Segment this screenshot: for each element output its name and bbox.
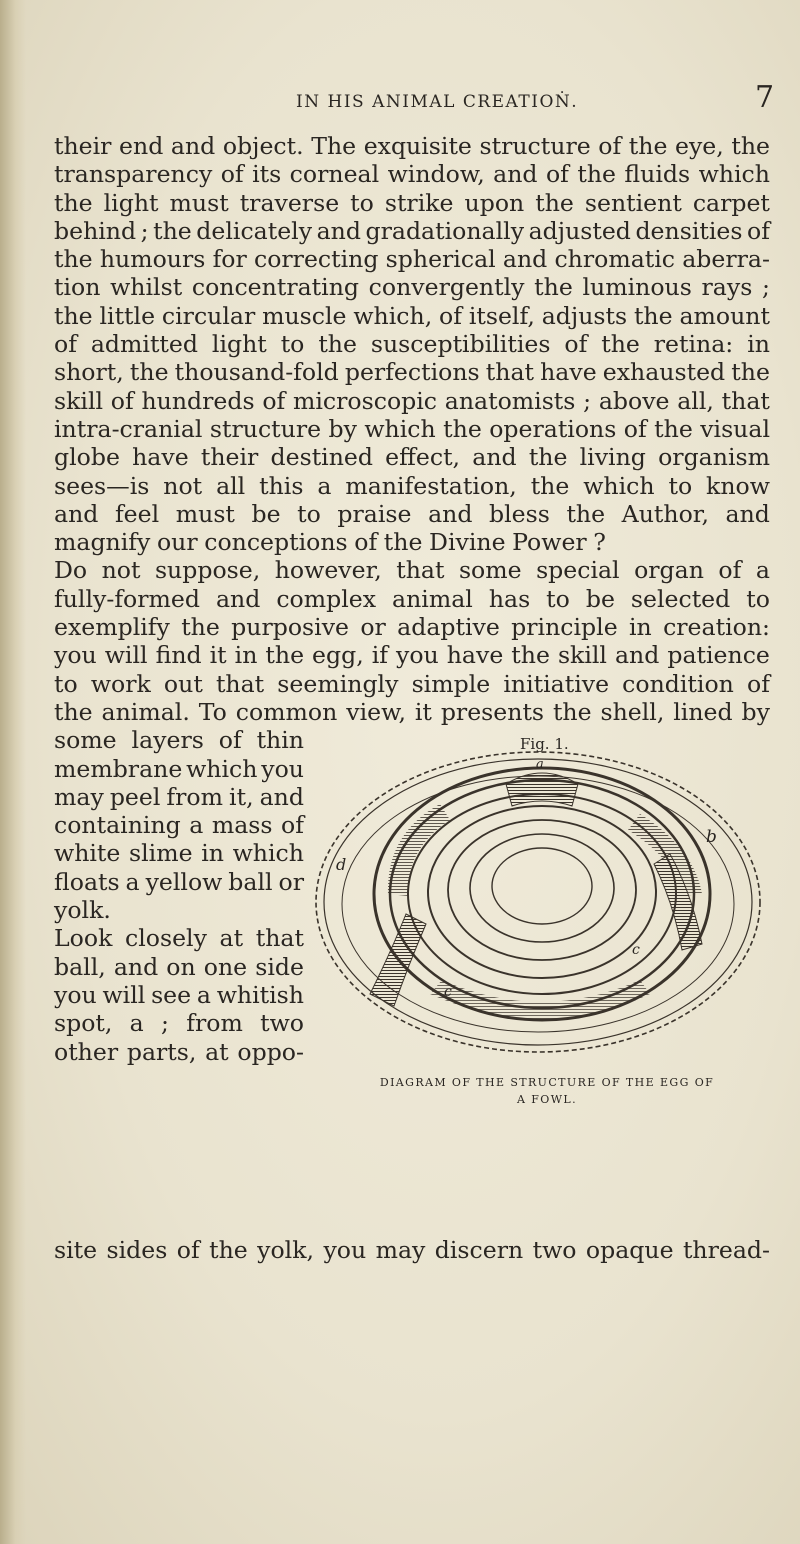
text-line: the animal. To common view, it presents the shell, lined by: [54, 697, 770, 726]
text-line: Look closely at that: [54, 924, 304, 953]
figure-egg-diagram: [310, 726, 770, 1235]
text-line: sees—is not all this a manifestation, the which to know: [54, 471, 770, 500]
text-line: skill of hundreds of microscopic anatomists ; above all, that: [54, 386, 770, 415]
paragraph-egg: [54, 556, 770, 726]
text-line: to work out that seemingly simple initiative condition of: [54, 669, 770, 698]
text-line: the little circular muscle which, of itself, adjusts the amount: [54, 301, 770, 330]
figure-caption: [324, 1074, 770, 1108]
text-line: spot, a ; from two: [54, 1009, 304, 1038]
text-line: yolk.: [54, 896, 111, 925]
yolk-hatching-bottom: [430, 980, 650, 1019]
text-line: magnify our conceptions of the Divine Power ?: [54, 528, 606, 557]
text-line: and feel must be to praise and bless the Author, and: [54, 499, 770, 528]
letter-c-right: c: [632, 942, 640, 959]
figure-label: Fig. 1.: [520, 735, 569, 754]
text-line: globe have their destined effect, and the living organism: [54, 443, 770, 472]
figure-caption-line-1: DIAGRAM OF THE STRUCTURE OF THE EGG OF: [379, 1076, 715, 1090]
text-line: short, the thousand-fold perfections that have exhausted the: [54, 358, 770, 387]
text-line: may peel from it, and: [54, 782, 304, 811]
text-line: exemplify the purposive or adaptive principle in creation:: [54, 613, 770, 642]
wrapped-text-column: [54, 726, 304, 1066]
egg-diagram-illustration: [310, 744, 770, 1064]
page-number: 7: [755, 80, 775, 115]
text-line: of admitted light to the susceptibilities of the retina: in: [54, 330, 770, 359]
text-line: tion whilst concentrating convergently the luminous rays ;: [54, 273, 770, 302]
text-line: floats a yellow ball or: [54, 867, 304, 896]
running-head: IN HIS ANIMAL CREATIOṄ.: [296, 92, 579, 112]
text-line: behind ; the delicately and gradationally adjusted densities of: [54, 216, 770, 245]
text-line: transparency of its corneal window, and of the fluids which: [54, 160, 770, 189]
letter-b: b: [706, 827, 717, 848]
text-line: intra-cranial structure by which the operations of the visual: [54, 414, 770, 443]
letter-c-left: c: [444, 984, 452, 1001]
text-line: white slime in which: [54, 839, 304, 868]
letter-d: d: [336, 855, 347, 875]
page-header: [0, 80, 800, 120]
text-line: Do not suppose, however, that some special organ of a: [54, 556, 770, 585]
text-line: some layers of thin: [54, 726, 304, 755]
text-line-final: site sides of the yolk, you may discern two opaque thread-: [54, 1235, 770, 1264]
text-line: membrane which you: [54, 754, 304, 783]
figure-caption-line-2: A FOWL.: [517, 1093, 577, 1107]
text-line: containing a mass of: [54, 811, 304, 840]
text-line: their end and object. The exquisite structure of the eye, the: [54, 132, 770, 160]
letter-a: a: [536, 757, 544, 773]
text-line: the humours for correcting spherical and chromatic aberra-: [54, 245, 770, 274]
text-line: you will find it in the egg, if you have the skill and patience: [54, 641, 770, 670]
yolk-layers: [374, 768, 710, 1020]
text-line: you will see a whitish: [54, 980, 304, 1009]
text-line: fully-formed and complex animal has to be selected to: [54, 584, 770, 613]
body-text: [54, 132, 770, 1264]
page-gutter-shadow: [0, 0, 26, 1544]
text-line: ball, and on one side: [54, 952, 304, 981]
paragraph-eye: [54, 132, 770, 556]
text-line: other parts, at oppo-: [54, 1037, 304, 1066]
germinal-disc: [506, 773, 578, 806]
yolk-hatching-left: [388, 804, 450, 896]
text-line: the light must traverse to strike upon the sentient carpet: [54, 188, 770, 217]
figure-wrap-region: [54, 726, 770, 1235]
